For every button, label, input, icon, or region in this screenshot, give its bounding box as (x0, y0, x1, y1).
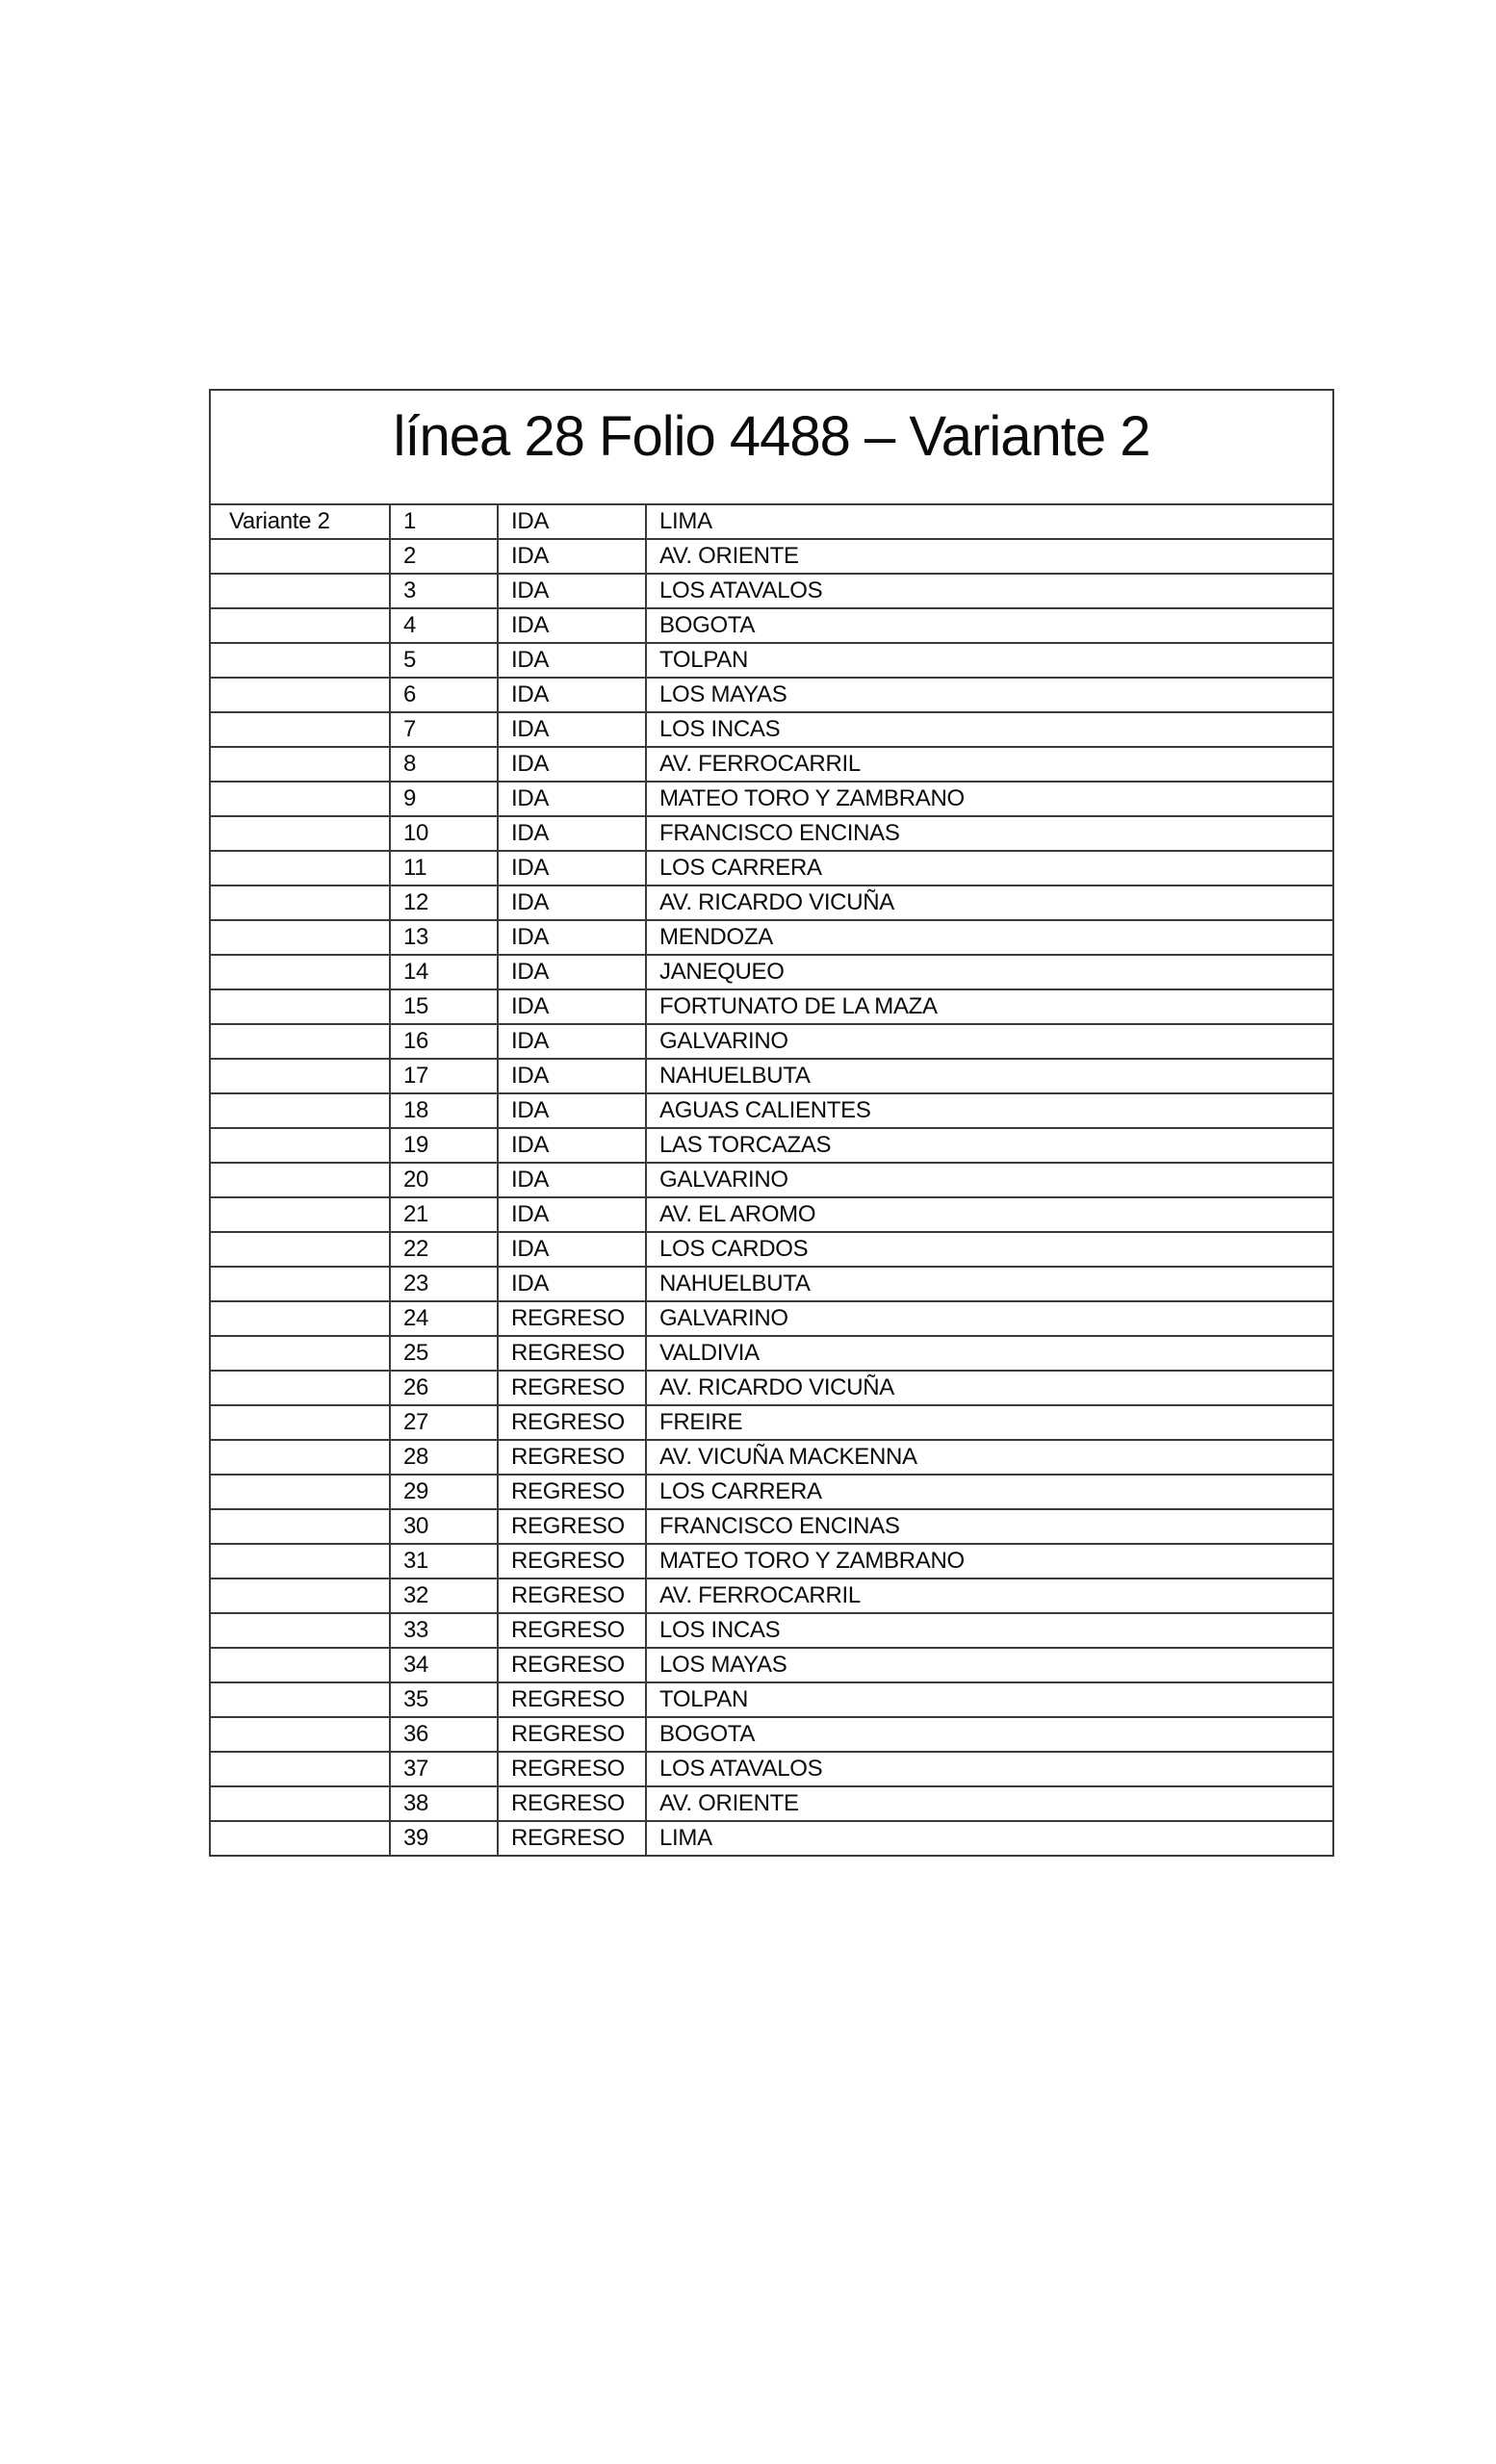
street-cell: VALDIVIA (646, 1336, 1333, 1371)
stop-number-cell: 12 (390, 886, 498, 920)
direction-cell: REGRESO (498, 1475, 646, 1509)
street-cell: TOLPAN (646, 643, 1333, 678)
table-row (210, 782, 1333, 816)
variant-cell (210, 1717, 390, 1752)
direction-cell: IDA (498, 1197, 646, 1232)
table-row (210, 1197, 1333, 1232)
street-cell: AV. FERROCARRIL (646, 1578, 1333, 1613)
variant-cell (210, 851, 390, 886)
variant-cell (210, 1509, 390, 1544)
variant-cell (210, 1197, 390, 1232)
street-cell: FRANCISCO ENCINAS (646, 1509, 1333, 1544)
variant-cell (210, 955, 390, 989)
table-row (210, 1232, 1333, 1267)
direction-cell: IDA (498, 1093, 646, 1128)
street-cell: NAHUELBUTA (646, 1059, 1333, 1093)
stop-number-cell: 6 (390, 678, 498, 712)
stop-number-cell: 30 (390, 1509, 498, 1544)
stop-number-cell: 14 (390, 955, 498, 989)
direction-cell: IDA (498, 678, 646, 712)
direction-cell: IDA (498, 643, 646, 678)
direction-cell: IDA (498, 851, 646, 886)
variant-cell (210, 1648, 390, 1682)
variant-cell (210, 1128, 390, 1163)
variant-cell (210, 747, 390, 782)
table-row (210, 1163, 1333, 1197)
street-cell: JANEQUEO (646, 955, 1333, 989)
street-cell: FRANCISCO ENCINAS (646, 816, 1333, 851)
table-row (210, 816, 1333, 851)
table-row (210, 955, 1333, 989)
street-cell: AGUAS CALIENTES (646, 1093, 1333, 1128)
table-row (210, 712, 1333, 747)
direction-cell: REGRESO (498, 1717, 646, 1752)
table-row (210, 678, 1333, 712)
direction-cell: IDA (498, 955, 646, 989)
street-cell: LOS INCAS (646, 1613, 1333, 1648)
street-cell: FREIRE (646, 1405, 1333, 1440)
street-cell: AV. VICUÑA MACKENNA (646, 1440, 1333, 1475)
street-cell: GALVARINO (646, 1163, 1333, 1197)
table-row (210, 747, 1333, 782)
stop-number-cell: 9 (390, 782, 498, 816)
variant-cell (210, 643, 390, 678)
route-table (209, 389, 1334, 1857)
table-row (210, 1059, 1333, 1093)
direction-cell: REGRESO (498, 1821, 646, 1856)
stop-number-cell: 21 (390, 1197, 498, 1232)
variant-cell (210, 539, 390, 574)
direction-cell: IDA (498, 539, 646, 574)
direction-cell: IDA (498, 608, 646, 643)
stop-number-cell: 20 (390, 1163, 498, 1197)
stop-number-cell: 23 (390, 1267, 498, 1301)
stop-number-cell: 13 (390, 920, 498, 955)
table-row (210, 539, 1333, 574)
direction-cell: IDA (498, 1059, 646, 1093)
direction-cell: REGRESO (498, 1440, 646, 1475)
variant-cell: Variante 2 (210, 504, 390, 539)
table-row (210, 1128, 1333, 1163)
stop-number-cell: 38 (390, 1786, 498, 1821)
table-row (210, 851, 1333, 886)
direction-cell: IDA (498, 747, 646, 782)
stop-number-cell: 16 (390, 1024, 498, 1059)
direction-cell: REGRESO (498, 1336, 646, 1371)
table-row (210, 1682, 1333, 1717)
route-table-title: línea 28 Folio 4488 – Variante 2 (209, 389, 1334, 505)
direction-cell: REGRESO (498, 1752, 646, 1786)
variant-cell (210, 1821, 390, 1856)
street-cell: LOS CARDOS (646, 1232, 1333, 1267)
variant-cell (210, 1093, 390, 1128)
route-stops-table (209, 503, 1334, 1857)
stop-number-cell: 33 (390, 1613, 498, 1648)
table-row (210, 1267, 1333, 1301)
street-cell: LIMA (646, 504, 1333, 539)
variant-cell (210, 1613, 390, 1648)
variant-cell (210, 574, 390, 608)
variant-cell (210, 1336, 390, 1371)
stop-number-cell: 3 (390, 574, 498, 608)
table-row (210, 1336, 1333, 1371)
street-cell: BOGOTA (646, 608, 1333, 643)
stop-number-cell: 36 (390, 1717, 498, 1752)
variant-cell (210, 1475, 390, 1509)
variant-cell (210, 608, 390, 643)
variant-cell (210, 1440, 390, 1475)
table-row (210, 643, 1333, 678)
direction-cell: IDA (498, 989, 646, 1024)
direction-cell: REGRESO (498, 1371, 646, 1405)
stop-number-cell: 22 (390, 1232, 498, 1267)
stop-number-cell: 5 (390, 643, 498, 678)
direction-cell: REGRESO (498, 1613, 646, 1648)
street-cell: FORTUNATO DE LA MAZA (646, 989, 1333, 1024)
table-row (210, 989, 1333, 1024)
direction-cell: IDA (498, 1232, 646, 1267)
stop-number-cell: 10 (390, 816, 498, 851)
stop-number-cell: 4 (390, 608, 498, 643)
stop-number-cell: 26 (390, 1371, 498, 1405)
direction-cell: REGRESO (498, 1578, 646, 1613)
table-row (210, 1786, 1333, 1821)
direction-cell: REGRESO (498, 1682, 646, 1717)
table-row (210, 1509, 1333, 1544)
direction-cell: IDA (498, 886, 646, 920)
stop-number-cell: 18 (390, 1093, 498, 1128)
stop-number-cell: 8 (390, 747, 498, 782)
direction-cell: IDA (498, 574, 646, 608)
table-row (210, 608, 1333, 643)
direction-cell: IDA (498, 782, 646, 816)
direction-cell: IDA (498, 712, 646, 747)
table-row (210, 1821, 1333, 1856)
direction-cell: REGRESO (498, 1544, 646, 1578)
stop-number-cell: 34 (390, 1648, 498, 1682)
stop-number-cell: 24 (390, 1301, 498, 1336)
stop-number-cell: 7 (390, 712, 498, 747)
street-cell: LOS ATAVALOS (646, 574, 1333, 608)
direction-cell: REGRESO (498, 1301, 646, 1336)
stop-number-cell: 29 (390, 1475, 498, 1509)
variant-cell (210, 1267, 390, 1301)
direction-cell: IDA (498, 920, 646, 955)
street-cell: GALVARINO (646, 1024, 1333, 1059)
table-row (210, 1544, 1333, 1578)
stop-number-cell: 1 (390, 504, 498, 539)
table-row (210, 1024, 1333, 1059)
stop-number-cell: 27 (390, 1405, 498, 1440)
stop-number-cell: 28 (390, 1440, 498, 1475)
street-cell: MATEO TORO Y ZAMBRANO (646, 782, 1333, 816)
stop-number-cell: 11 (390, 851, 498, 886)
table-row (210, 1301, 1333, 1336)
table-row (210, 920, 1333, 955)
table-row (210, 1613, 1333, 1648)
table-row (210, 1648, 1333, 1682)
direction-cell: IDA (498, 1024, 646, 1059)
direction-cell: IDA (498, 504, 646, 539)
variant-cell (210, 989, 390, 1024)
stop-number-cell: 37 (390, 1752, 498, 1786)
variant-cell (210, 1024, 390, 1059)
variant-cell (210, 1371, 390, 1405)
variant-cell (210, 1405, 390, 1440)
street-cell: GALVARINO (646, 1301, 1333, 1336)
street-cell: AV. ORIENTE (646, 539, 1333, 574)
direction-cell: IDA (498, 1267, 646, 1301)
street-cell: LAS TORCAZAS (646, 1128, 1333, 1163)
table-row (210, 886, 1333, 920)
street-cell: LIMA (646, 1821, 1333, 1856)
direction-cell: REGRESO (498, 1509, 646, 1544)
stop-number-cell: 15 (390, 989, 498, 1024)
stop-number-cell: 35 (390, 1682, 498, 1717)
street-cell: LOS INCAS (646, 712, 1333, 747)
street-cell: MENDOZA (646, 920, 1333, 955)
table-row (210, 1093, 1333, 1128)
stop-number-cell: 32 (390, 1578, 498, 1613)
street-cell: AV. RICARDO VICUÑA (646, 886, 1333, 920)
direction-cell: REGRESO (498, 1648, 646, 1682)
street-cell: LOS MAYAS (646, 1648, 1333, 1682)
variant-cell (210, 816, 390, 851)
table-row (210, 1371, 1333, 1405)
stop-number-cell: 39 (390, 1821, 498, 1856)
variant-cell (210, 1301, 390, 1336)
table-row (210, 1405, 1333, 1440)
variant-cell (210, 886, 390, 920)
street-cell: LOS CARRERA (646, 851, 1333, 886)
variant-cell (210, 1163, 390, 1197)
variant-cell (210, 920, 390, 955)
stop-number-cell: 19 (390, 1128, 498, 1163)
street-cell: BOGOTA (646, 1717, 1333, 1752)
stop-number-cell: 25 (390, 1336, 498, 1371)
variant-cell (210, 712, 390, 747)
table-row (210, 1475, 1333, 1509)
direction-cell: REGRESO (498, 1786, 646, 1821)
street-cell: LOS CARRERA (646, 1475, 1333, 1509)
variant-cell (210, 1752, 390, 1786)
variant-cell (210, 1578, 390, 1613)
table-row (210, 1717, 1333, 1752)
street-cell: AV. ORIENTE (646, 1786, 1333, 1821)
street-cell: AV. RICARDO VICUÑA (646, 1371, 1333, 1405)
table-row (210, 1752, 1333, 1786)
variant-cell (210, 782, 390, 816)
table-row (210, 574, 1333, 608)
direction-cell: REGRESO (498, 1405, 646, 1440)
stop-number-cell: 31 (390, 1544, 498, 1578)
table-row (210, 1578, 1333, 1613)
variant-cell (210, 678, 390, 712)
street-cell: LOS MAYAS (646, 678, 1333, 712)
variant-cell (210, 1544, 390, 1578)
variant-cell (210, 1059, 390, 1093)
stop-number-cell: 2 (390, 539, 498, 574)
variant-cell (210, 1232, 390, 1267)
table-row (210, 504, 1333, 539)
street-cell: AV. EL AROMO (646, 1197, 1333, 1232)
direction-cell: IDA (498, 1128, 646, 1163)
street-cell: MATEO TORO Y ZAMBRANO (646, 1544, 1333, 1578)
street-cell: LOS ATAVALOS (646, 1752, 1333, 1786)
variant-cell (210, 1682, 390, 1717)
table-row (210, 1440, 1333, 1475)
stop-number-cell: 17 (390, 1059, 498, 1093)
street-cell: NAHUELBUTA (646, 1267, 1333, 1301)
street-cell: AV. FERROCARRIL (646, 747, 1333, 782)
direction-cell: IDA (498, 1163, 646, 1197)
variant-cell (210, 1786, 390, 1821)
street-cell: TOLPAN (646, 1682, 1333, 1717)
direction-cell: IDA (498, 816, 646, 851)
